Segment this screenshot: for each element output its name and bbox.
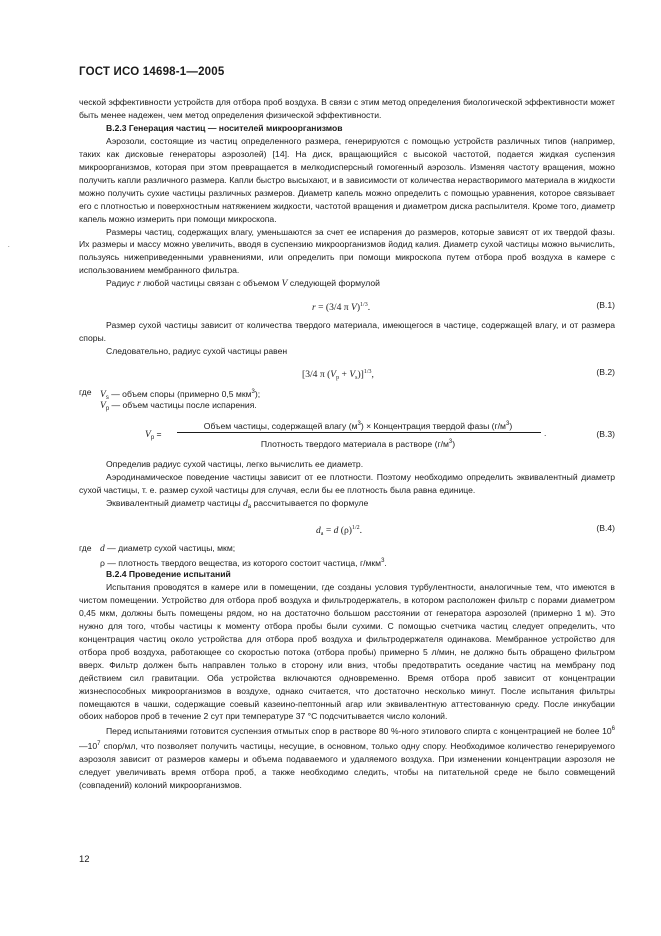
- equation-b1: [79, 291, 615, 319]
- equation-b4-body: $d_a = d$ $(\rho)^{1/2}$.: [316, 524, 363, 537]
- margin-mark: .: [8, 243, 10, 249]
- paragraph-aerodynamic: Аэродинамическое поведение частицы зависит от ее плотности. Поэтому необходимо определить эквивалентный диаметр сухой частицы, т. е. размер сухой частицы для случая, если бы ее плотность была равна единице.: [79, 472, 615, 496]
- equation-b1-body: r = (3/4 π V)$^{1/3}$.: [312, 302, 371, 314]
- fraction-line: [177, 432, 541, 433]
- document-header: ГОСТ ИСО 14698-1—2005: [79, 66, 225, 78]
- paragraph-intro: ческой эффективности устройств для отбора проб воздуха. В связи с этим метод определения биологической эффективности может быть менее надежен, чем метод определения физической эффективности.: [79, 97, 615, 120]
- definition-vp: $V_р$ — объем частицы после испарения.: [100, 400, 257, 413]
- equation-b3-denominator: Плотность твердого материала в растворе $(г/м^3)$: [260, 439, 456, 450]
- equation-b2-number: (В.2): [596, 367, 615, 378]
- paragraph-aerosol: Аэрозоли, состоящие из частиц определенного размера, генерируются с помощью устройств различных типов (например, таких как дисковые генераторы аэрозолей) [14]. На диск, вращающийся с высокой частотой, подается жидкая суспензия микроорганизмов, которая при этом превращается в мелкодисперсный гомогенный аэрозоль. Изменяя частоту вращения, можно получить капли различного размера. Капли быстро высыхают, и в зависимости от количества нерастворимого материала в жидкости можно получить сухие частицы различных размеров. Диаметр капель можно определить с помощью уравнения, которое связывает его с плотностью и поверхностным натяжением жидкости, частотой вращения и диаметром диска распылителя. Кроме того, диаметр капель можно измерить при помощи микроскопа.: [79, 135, 615, 224]
- paragraph-radius: Радиус r любой частицы связан с объемом V следующей формулой: [106, 278, 380, 290]
- page-number: 12: [79, 854, 90, 865]
- paragraph-dry: Размер сухой частицы зависит от количества твердого материала, имеющегося в частице, содержащей влагу, и от размера споры.: [79, 320, 615, 344]
- equation-b3-number: (В.3): [596, 429, 615, 440]
- equation-b3: $V_р$ = Объем частицы, содержащей влагу $(м^3)$ × Концентрация твердой фазы $(г/м^3)$ Плотность твердого материала в растворе $(г/м^3)$ . (В.3): [79, 412, 615, 458]
- paragraph-size: Размеры частиц, содержащих влагу, уменьшаются за счет ее испарения до размеров, которые зависят от их твердой фазы. Их размеры и массу можно увеличить, вводя в суспензию микроорганизмов йодид калия. Диаметр сухой частицы можно вычислить, пользуясь нижеприведенными уравнениями, или определить при помощи микроскопа путем отбора проб воздуха в камере с использованием мембранного фильтра.: [79, 226, 615, 276]
- equation-b1-number: (В.1): [596, 300, 615, 311]
- paragraph-therefore: Следовательно, радиус сухой частицы равен: [106, 346, 288, 357]
- text-column: [79, 96, 615, 792]
- paragraph-final: Перед испытаниями готовится суспензия отмытых спор в растворе 80 %-ного этилового спирта с концентрацией не более $10^6—10^7$ спор/мл, что позволяет получить частицы, несущие, в основном, только одну спору. Необходимое количество генерируемого аэрозоля зависит от размеров камеры и объема подаваемого и удаляемого воздуха. При изменении концентрации аэрозоля не следует увеличивать время отбора проб, а также необходимо следить, чтобы на питательной среде не было совмещений (совпадений) колоний микроорганизмов.: [79, 726, 615, 791]
- equation-b2-body: [3/4 π $(V_р + V_s)]^{1/3}$,: [302, 369, 374, 382]
- section-heading-b24: В.2.4 Проведение испытаний: [106, 568, 231, 579]
- equation-b3-lhs: $V_р$ =: [145, 429, 162, 442]
- paragraph-equivalent: Эквивалентный диаметр частицы $d_a$ рассчитывается по формуле: [106, 498, 369, 511]
- equation-b4: [79, 514, 615, 542]
- paragraph-determine: Определив радиус сухой частицы, легко вычислить ее диаметр.: [106, 459, 364, 470]
- definition-rho: ρ — плотность твердого вещества, из которого состоит частица, г/мкм$^3$.: [100, 557, 387, 568]
- definition-d: где d — диаметр сухой частицы, мкм;: [79, 542, 236, 554]
- paragraph-tests: Испытания проводятся в камере или в помещении, где созданы условия турбулентности, аналогичные тем, что имеются в чистом помещении. Устройство для отбора проб воздуха и фильтродержатель, в котором расположен фильтр с порами диаметром 0,45 мкм, должны быть помещены рядом, но на достаточно большом расстоянии от генератора аэрозолей (примерно 1 м). Это нужно для того, чтобы частицы к моменту отбора пробы были сухими. С помощью счетчика частиц следует определить, что концентрация частиц около устройства для отбора проб воздуха и фильтродержателя одинакова. Мембранное устройство для отбора проб воздуха, работающее со скоростью потока (отбора пробы) примерно 5 л/мин, не должно быть обращено фильтром вверх. Фильтр должен быть направлен только в сторону или вниз, чтобы предотвратить оседание частиц на мембрану под действием сил гравитации. Оба устройства включаются одновременно. Время отбора проб зависит от концентрации жизнеспособных микроорганизмов в воздухе, однако считается, что достаточно несколько минут. После испытания фильтры помещаются в чашки, содержащие соевый казеино-пептонный агар или эквивалентную аттестованную среду. После инкубации обоих наборов проб в течение 2 сут при температуре 37 °С подсчитывается число колоний.: [79, 581, 615, 722]
- equation-b4-number: (В.4): [596, 522, 615, 533]
- equation-b3-numerator: Объем частицы, содержащей влагу $(м^3)$ × Концентрация твердой фазы $(г/м^3)$: [203, 421, 513, 432]
- section-heading-b23: В.2.3 Генерация частиц — носителей микроорганизмов: [106, 122, 343, 133]
- equation-b2: [79, 358, 615, 386]
- definition-vs: где $V_s$ — объем споры (примерно 0,5 мкм$^3$);: [79, 387, 261, 402]
